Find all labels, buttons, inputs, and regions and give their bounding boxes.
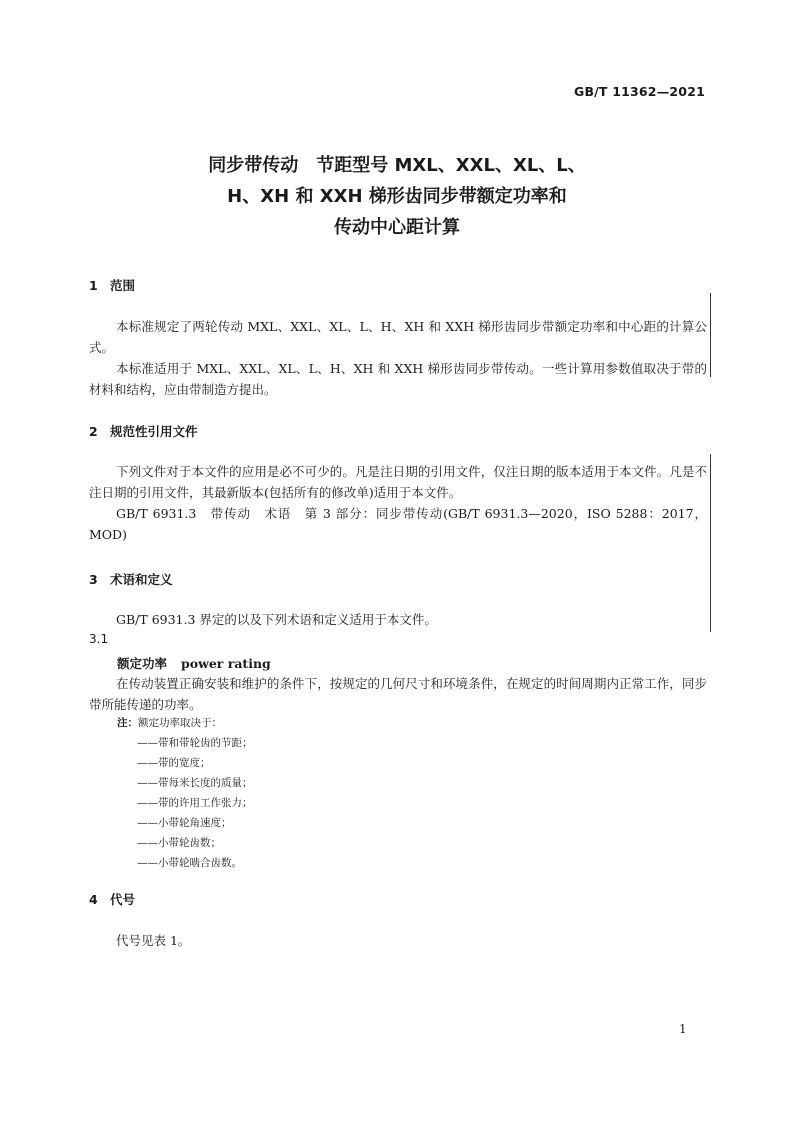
section-number: 4 (89, 892, 98, 907)
note-item: ——带和带轮齿的节距； (137, 737, 253, 749)
note-item: ——带每米长度的质量； (137, 777, 253, 789)
note-label: 注： (117, 717, 138, 729)
note-item: ——小带轮角速度； (137, 817, 232, 829)
term-number: 3.1 (89, 632, 109, 646)
section-2-paragraph-1: 下列文件对于本文件的应用是必不可少的。凡是注日期的引用文件，仅注日期的版本适用于本文件。凡是不注日期的引用文件，其最新版本(包括所有的修改单)适用于本文件。 (89, 464, 707, 500)
section-title: 代号 (110, 892, 136, 907)
title-line-1: 同步带传动 节距型号 MXL、XXL、XL、L、 (208, 155, 586, 176)
section-4-paragraph-1: 代号见表 1。 (116, 933, 191, 948)
page-number: 1 (679, 1022, 687, 1036)
section-title: 规范性引用文件 (110, 424, 198, 439)
revision-bar (710, 293, 711, 377)
revision-bar (710, 454, 711, 632)
section-number: 3 (89, 572, 98, 587)
section-4-heading (89, 890, 135, 908)
section-number: 2 (89, 424, 98, 439)
term-heading (117, 654, 271, 672)
section-1-paragraph-2: 本标准适用于 MXL、XXL、XL、L、H、XH 和 XXH 梯形齿同步带传动。一些计算用参数值取决于带的材料和结构，应由带制造方提出。 (89, 361, 707, 397)
note-item: ——带的许用工作张力； (137, 797, 253, 809)
term-definition: 在传动装置正确安装和维护的条件下，按规定的几何尺寸和环境条件，在规定的时间周期内正常工作，同步带所能传递的功率。 (89, 676, 707, 712)
section-title: 范围 (110, 278, 136, 293)
section-1-heading (89, 276, 135, 294)
document-title (0, 150, 794, 243)
section-2-heading (89, 422, 198, 440)
section-1-paragraph-1: 本标准规定了两轮传动 MXL、XXL、XL、L、H、XH 和 XXH 梯形齿同步带额定功率和中心距的计算公式。 (89, 319, 707, 355)
section-3-paragraph-1: GB/T 6931.3 界定的以及下列术语和定义适用于本文件。 (116, 612, 437, 627)
term-name-zh: 额定功率 (117, 656, 168, 671)
title-line-2: H、XH 和 XXH 梯形齿同步带额定功率和 (227, 186, 567, 207)
title-line-3: 传动中心距计算 (334, 217, 460, 238)
term-note (117, 713, 253, 873)
section-number: 1 (89, 278, 98, 293)
note-item: ——带的宽度； (137, 757, 211, 769)
section-3-heading (89, 570, 173, 588)
term-name-en: power rating (181, 656, 271, 671)
note-intro: 额定功率取决于： (138, 717, 222, 729)
standard-number: GB/T 11362—2021 (573, 84, 705, 99)
note-item: ——小带轮啮合齿数。 (137, 857, 242, 869)
note-item: ——小带轮齿数； (137, 837, 221, 849)
section-2-paragraph-2: GB/T 6931.3 带传动 术语 第 3 部分：同步带传动(GB/T 6931.3—2020，ISO 5288：2017，MOD) (89, 506, 707, 542)
section-title: 术语和定义 (110, 572, 173, 587)
